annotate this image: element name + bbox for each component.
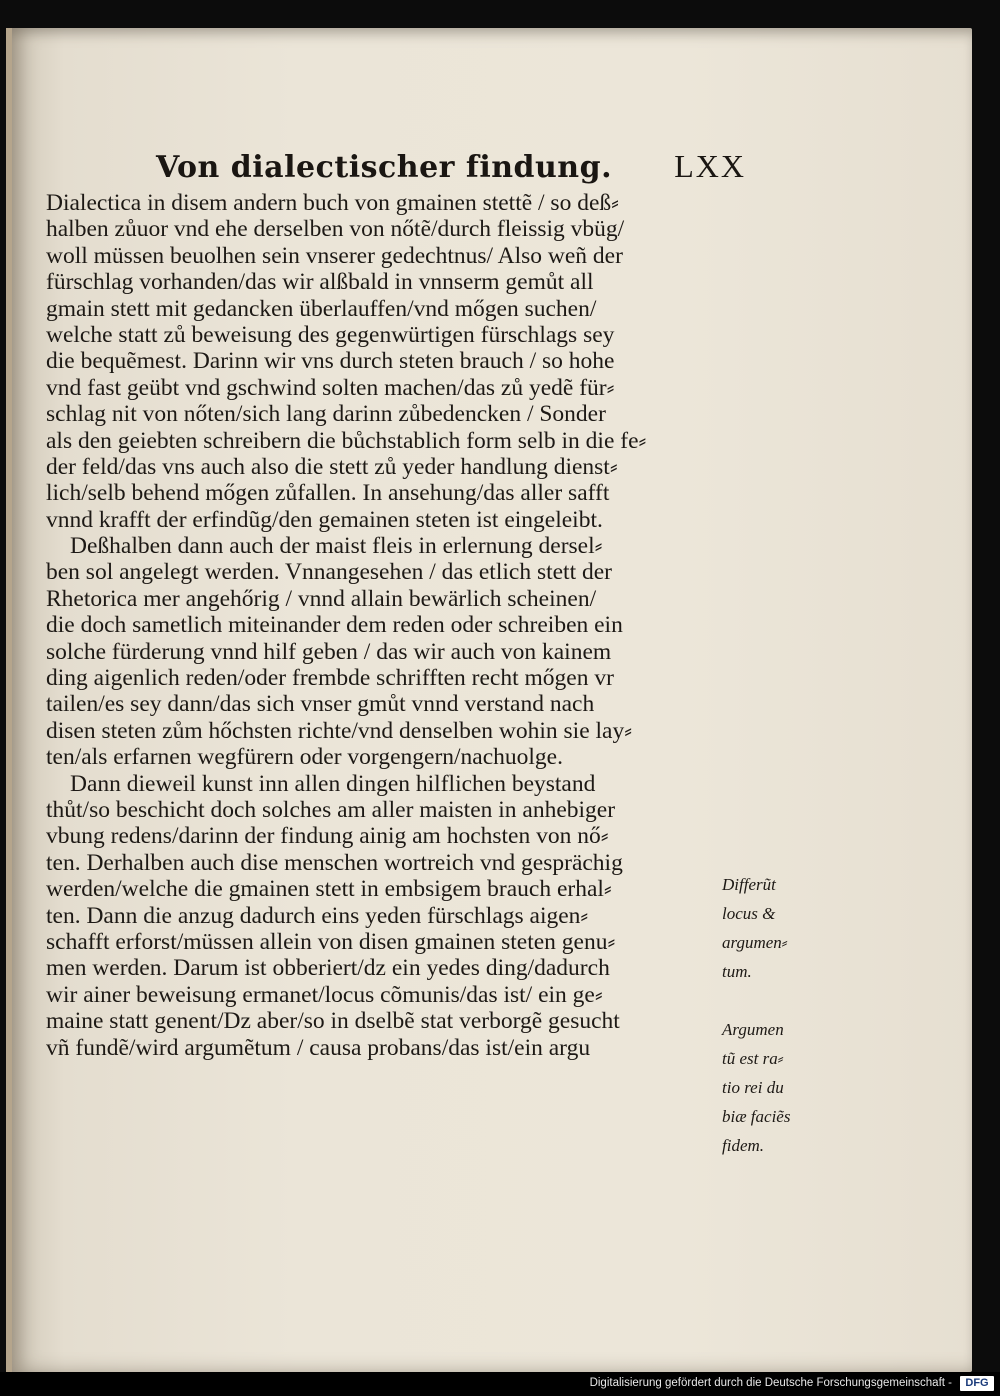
book-page xyxy=(6,28,972,1372)
folio-number: LXX xyxy=(674,148,746,184)
text-line: Dann dieweil kunst inn allen dingen hilflichen beystand xyxy=(70,770,596,797)
text-line: schlag nit von nőten/sich lang darinn zůbedencken / Sonder xyxy=(46,401,606,428)
margin-note-line: fidem. xyxy=(722,1136,765,1155)
text-line: Deßhalben dann auch der maist fleis in erlernung dersel⸗ xyxy=(70,533,603,560)
text-line: maine statt genent/Dz aber/so in dselbẽ stat verborgẽ gesucht xyxy=(46,1008,620,1035)
text-line: Dialectica in disem andern buch von gmainen stettẽ / so deß⸗ xyxy=(46,190,619,216)
margin-note-line: argumen⸗ xyxy=(722,933,788,952)
text-line: lich/selb behend mőgen zůfallen. In ansehung/das aller safft xyxy=(46,480,610,507)
margin-note-line: tum. xyxy=(722,962,752,981)
text-line: thůt/so beschicht doch solches am aller maisten in anhebiger xyxy=(46,796,616,823)
text-line: vnnd krafft der erfindũg/den gemainen steten ist eingeleibt. xyxy=(46,506,603,533)
text-line: Rhetorica mer angehőrig / vnnd allain bewärlich scheinen/ xyxy=(46,585,597,612)
text-line: gmain stett mit gedancken überlauffen/vnd mőgen suchen/ xyxy=(46,295,597,322)
text-line: werden/welche die gmainen stett in embsigem brauch erhal⸗ xyxy=(46,876,612,903)
text-line: die doch sametlich miteinander dem reden oder schreiben ein xyxy=(46,612,623,639)
footer-bar xyxy=(0,1372,1000,1396)
margin-note-line: tũ est ra⸗ xyxy=(722,1049,784,1068)
margin-note-line: locus & xyxy=(722,904,776,923)
text-line: als den geiebten schreibern die bůchstablich form selb in die fe⸗ xyxy=(46,427,647,454)
text-line: ten/als erfarnen wegfürern oder vorgengern/nachuolge. xyxy=(46,744,563,771)
margin-note-line: tio rei du xyxy=(722,1078,784,1097)
text-line: schafft erforst/müssen allein von disen gmainen steten genu⸗ xyxy=(46,928,616,955)
text-line: welche statt zů beweisung des gegenwürtigen fürschlags sey xyxy=(46,321,615,348)
body-text xyxy=(46,190,732,1061)
text-line: ten. Dann die anzug dadurch eins yeden fürschlags aigen⸗ xyxy=(46,902,589,929)
running-title: Von dialectischer findung. xyxy=(156,150,613,185)
text-line: vbung redens/darinn der findung ainig am hochsten von nő⸗ xyxy=(46,823,609,850)
text-line: wir ainer beweisung ermanet/locus cõmunis/das ist/ ein ge⸗ xyxy=(46,981,603,1008)
text-line: men werden. Darum ist obberiert/dz ein yedes ding/dadurch xyxy=(46,955,610,982)
text-line: vnd fast geübt vnd gschwind solten machen/das zů yedẽ für⸗ xyxy=(46,374,615,401)
margin-note-spacer xyxy=(722,986,822,1015)
marginal-notes xyxy=(722,870,822,1160)
text-line: woll müssen beuolhen sein vnserer gedechtnus/ Also weñ der xyxy=(46,242,623,269)
margin-note-line: Differũt xyxy=(722,875,776,894)
text-line: vñ fundẽ/wird argumẽtum / causa probans/das ist/ein argu xyxy=(46,1034,591,1061)
page-heading xyxy=(156,148,746,185)
text-line: der feld/das vns auch also die stett zů yeder handlung dienst⸗ xyxy=(46,453,618,480)
dfg-logo: DFG xyxy=(960,1376,994,1391)
margin-note-line: Argumen xyxy=(722,1020,784,1039)
funding-credit: Digitalisierung gefördert durch die Deutsche Forschungsgemeinschaft - xyxy=(589,1377,952,1389)
text-line: disen steten zům hőchsten richte/vnd denselben wohin sie lay⸗ xyxy=(46,717,633,744)
margin-note-line: biæ faciẽs xyxy=(722,1107,791,1126)
text-line: die bequẽmest. Darinn wir vns durch steten brauch / so hohe xyxy=(46,348,615,375)
text-line: halben zůuor vnd ehe derselben von nőtẽ/durch fleissig vbüg/ xyxy=(46,216,625,243)
text-line: ben sol angelegt werden. Vnnangesehen / das etlich stett der xyxy=(46,559,612,586)
text-line: fürschlag vorhanden/das wir alßbald in vnnserm gemůt all xyxy=(46,269,594,296)
text-line: ding aigenlich reden/oder frembde schrifften recht mőgen vr xyxy=(46,665,614,692)
text-line: tailen/es sey dann/das sich vnser gmůt vnnd verstand nach xyxy=(46,691,595,718)
text-line: solche fürderung vnnd hilf geben / das wir auch von kainem xyxy=(46,638,612,665)
text-line: ten. Derhalben auch dise menschen wortreich vnd gesprächig xyxy=(46,849,623,876)
